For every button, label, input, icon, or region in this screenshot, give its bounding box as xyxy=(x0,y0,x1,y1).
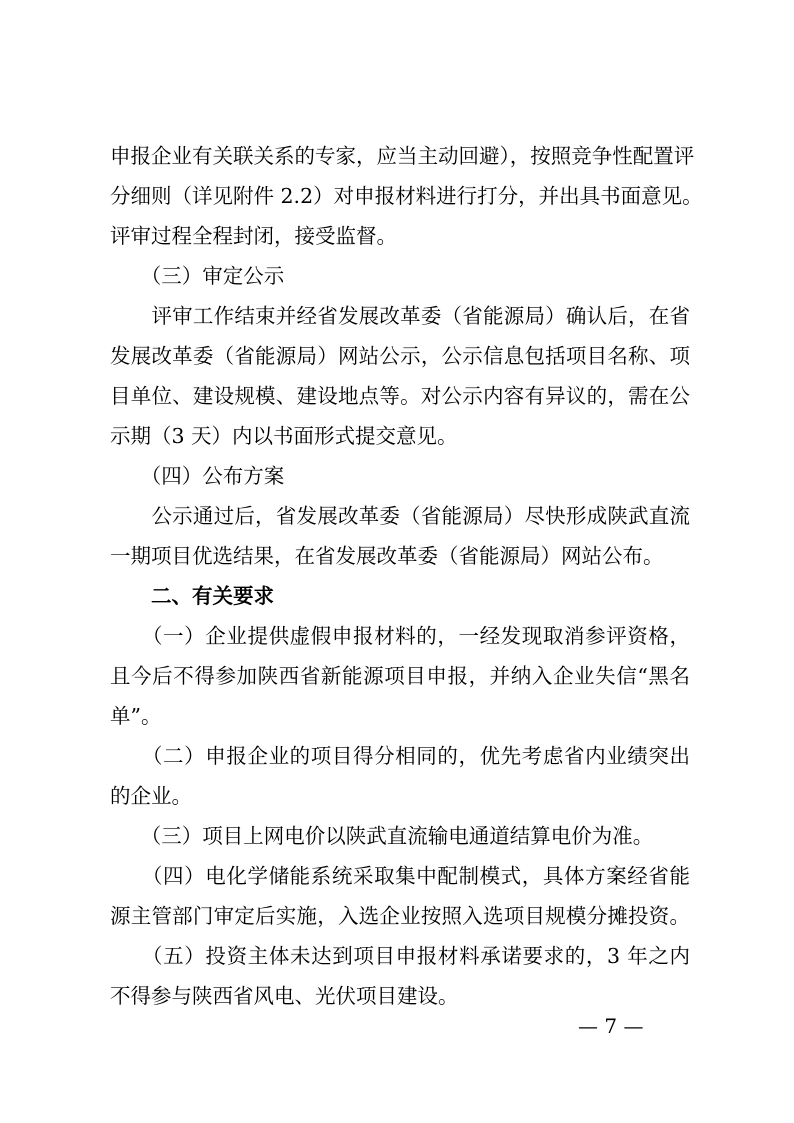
body-line: （三）项目上网电价以陕武直流输电通道结算电价为准。 xyxy=(110,824,654,848)
chapter-heading: 二、有关要求 xyxy=(110,584,274,608)
body-line: 源主管部门审定后实施，入选企业按照入选项目规模分摊投资。 xyxy=(110,904,690,928)
section-heading: （四）公布方案 xyxy=(110,464,285,488)
body-line: （五）投资主体未达到项目申报材料承诺要求的，3 年之内 xyxy=(110,944,690,968)
body-line: 一期项目优选结果，在省发展改革委（省能源局）网站公布。 xyxy=(110,544,664,568)
body-line: 目单位、建设规模、建设地点等。对公示内容有异议的，需在公 xyxy=(110,384,690,408)
section-heading: （三）审定公示 xyxy=(110,264,285,288)
body-line: （四）电化学储能系统采取集中配制模式，具体方案经省能 xyxy=(110,864,690,888)
body-line: 单”。 xyxy=(110,704,162,728)
body-line: （二）申报企业的项目得分相同的，优先考虑省内业绩突出 xyxy=(110,744,690,768)
body-line: 发展改革委（省能源局）网站公示，公示信息包括项目名称、项 xyxy=(110,344,690,368)
body-line: 示期（3 天）内以书面形式提交意见。 xyxy=(110,424,458,448)
body-line: 的企业。 xyxy=(110,784,192,808)
body-line: 申报企业有关联关系的专家，应当主动回避），按照竞争性配置评 xyxy=(110,144,695,168)
body-line: 且今后不得参加陕西省新能源项目申报，并纳入企业失信“黑名 xyxy=(110,664,690,688)
body-line: 不得参与陕西省风电、光伏项目建设。 xyxy=(110,984,459,1008)
body-line: 公示通过后，省发展改革委（省能源局）尽快形成陕武直流 xyxy=(110,504,690,528)
body-line: 评审工作结束并经省发展改革委（省能源局）确认后，在省 xyxy=(110,304,690,328)
body-line: 分细则（详见附件 2.2）对申报材料进行打分，并出具书面意见。 xyxy=(110,184,703,208)
body-line: 评审过程全程封闭，接受监督。 xyxy=(110,224,397,248)
body-line: （一）企业提供虚假申报材料的，一经发现取消参评资格， xyxy=(110,624,690,648)
page-number: — 7 — xyxy=(578,1014,644,1038)
